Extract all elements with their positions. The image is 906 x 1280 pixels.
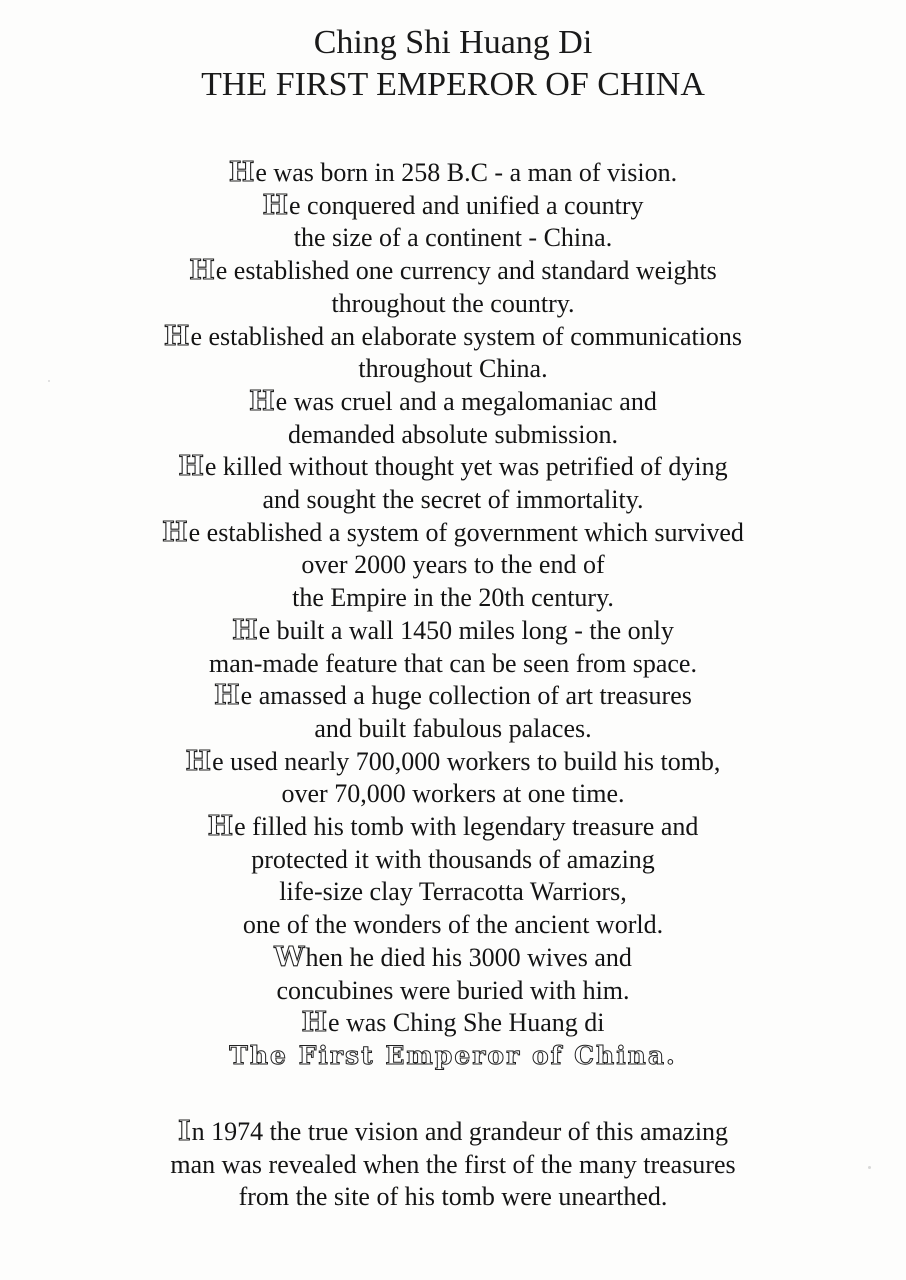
poem-line [0, 386, 906, 419]
poem-line [0, 942, 906, 975]
poem-line [0, 811, 906, 844]
drop-cap: H [228, 157, 256, 188]
drop-cap: H [301, 1007, 328, 1039]
epilogue-line [0, 1149, 906, 1182]
drop-cap: H [214, 680, 241, 712]
poem-line [0, 353, 906, 386]
drop-cap: H [232, 614, 259, 646]
line-text: e killed without thought yet was petrified of dying [204, 452, 728, 482]
epilogue [0, 1116, 906, 1214]
poem-line [0, 222, 906, 255]
poem-line [0, 844, 906, 877]
poem-line [0, 746, 906, 779]
line-text: e established one currency and standard weights [215, 256, 717, 286]
title-block [0, 22, 906, 106]
line-text: one of the wonders of the ancient world. [242, 910, 664, 940]
epilogue-line [0, 1116, 906, 1149]
poem-line [0, 190, 906, 223]
poem-line [0, 1007, 906, 1040]
line-text: the size of a continent - China. [293, 223, 613, 253]
title-name: Ching Shi Huang Di [313, 24, 593, 61]
line-text: e built a wall 1450 miles long - the only [258, 615, 674, 645]
line-text: over 2000 years to the end of [301, 550, 605, 580]
line-text: and sought the secret of immortality. [262, 485, 644, 515]
line-text: throughout China. [358, 354, 548, 384]
drop-cap: H [207, 811, 235, 843]
poem-line [0, 549, 906, 582]
line-text: e was cruel and a megalomaniac and [275, 386, 657, 416]
poem-line [0, 909, 906, 942]
line-text: e used nearly 700,000 workers to build his tomb, [212, 746, 721, 776]
poem-line [0, 419, 906, 452]
poem-body [0, 157, 906, 1073]
poem-line [0, 255, 906, 288]
drop-cap: H [262, 189, 290, 221]
line-text: e was Ching She Huang di [327, 1008, 605, 1038]
drop-cap: H [185, 745, 213, 777]
line-text: hen he died his 3000 wives and [305, 942, 632, 972]
line-text: over 70,000 workers at one time. [281, 779, 625, 809]
drop-cap: H [249, 385, 276, 417]
line-text: demanded absolute submission. [287, 419, 618, 449]
line-text: life-size clay Terracotta Warriors, [279, 877, 627, 907]
poem-line [0, 582, 906, 615]
line-text: man-made feature that can be seen from space. [209, 648, 697, 678]
poem-line [0, 975, 906, 1008]
drop-cap: H [189, 255, 216, 287]
line-text: concubines were buried with him. [276, 975, 630, 1005]
drop-cap: H [178, 451, 205, 483]
poem-line [0, 451, 906, 484]
poem-line [0, 680, 906, 713]
drop-cap: H [162, 516, 189, 548]
poem-line [0, 288, 906, 321]
poem-line [0, 778, 906, 811]
drop-cap: I [177, 1116, 192, 1147]
line-text: protected it with thousands of amazing [251, 844, 655, 874]
poem-line [0, 484, 906, 517]
poem-line [0, 648, 906, 681]
drop-cap: W [274, 941, 306, 973]
epilogue-line [0, 1181, 906, 1214]
line-text: e conquered and unified a country [289, 190, 644, 220]
poem-line [0, 713, 906, 746]
line-text: n 1974 the true vision and grandeur of this amazing [191, 1117, 729, 1146]
paper-speck [48, 380, 50, 382]
line-text: from the site of his tomb were unearthed. [238, 1182, 668, 1212]
line-text: e established an elaborate system of communications [190, 321, 743, 351]
line-text: e amassed a huge collection of art treasures [240, 681, 692, 711]
poem-line [0, 876, 906, 909]
paper-speck [868, 1166, 871, 1169]
line-text: e was born in 258 B.C - a man of vision. [255, 158, 678, 187]
line-text: and built fabulous palaces. [314, 713, 592, 743]
line-text: man was revealed when the first of the many treasures [170, 1149, 736, 1179]
poem-line [0, 517, 906, 550]
line-text: throughout the country. [331, 288, 575, 318]
poem-line [0, 615, 906, 648]
closing-line-row [0, 1040, 906, 1073]
title-subtitle: THE FIRST EMPEROR OF CHINA [201, 66, 705, 103]
line-text: e filled his tomb with legendary treasure and [234, 812, 699, 842]
drop-cap: H [163, 320, 191, 352]
line-text: the Empire in the 20th century. [292, 583, 614, 613]
line-text: e established a system of government which survived [188, 517, 744, 547]
poem-line [0, 157, 906, 190]
poem-line [0, 321, 906, 354]
closing-line: The First Emperor of China. [229, 1040, 677, 1070]
